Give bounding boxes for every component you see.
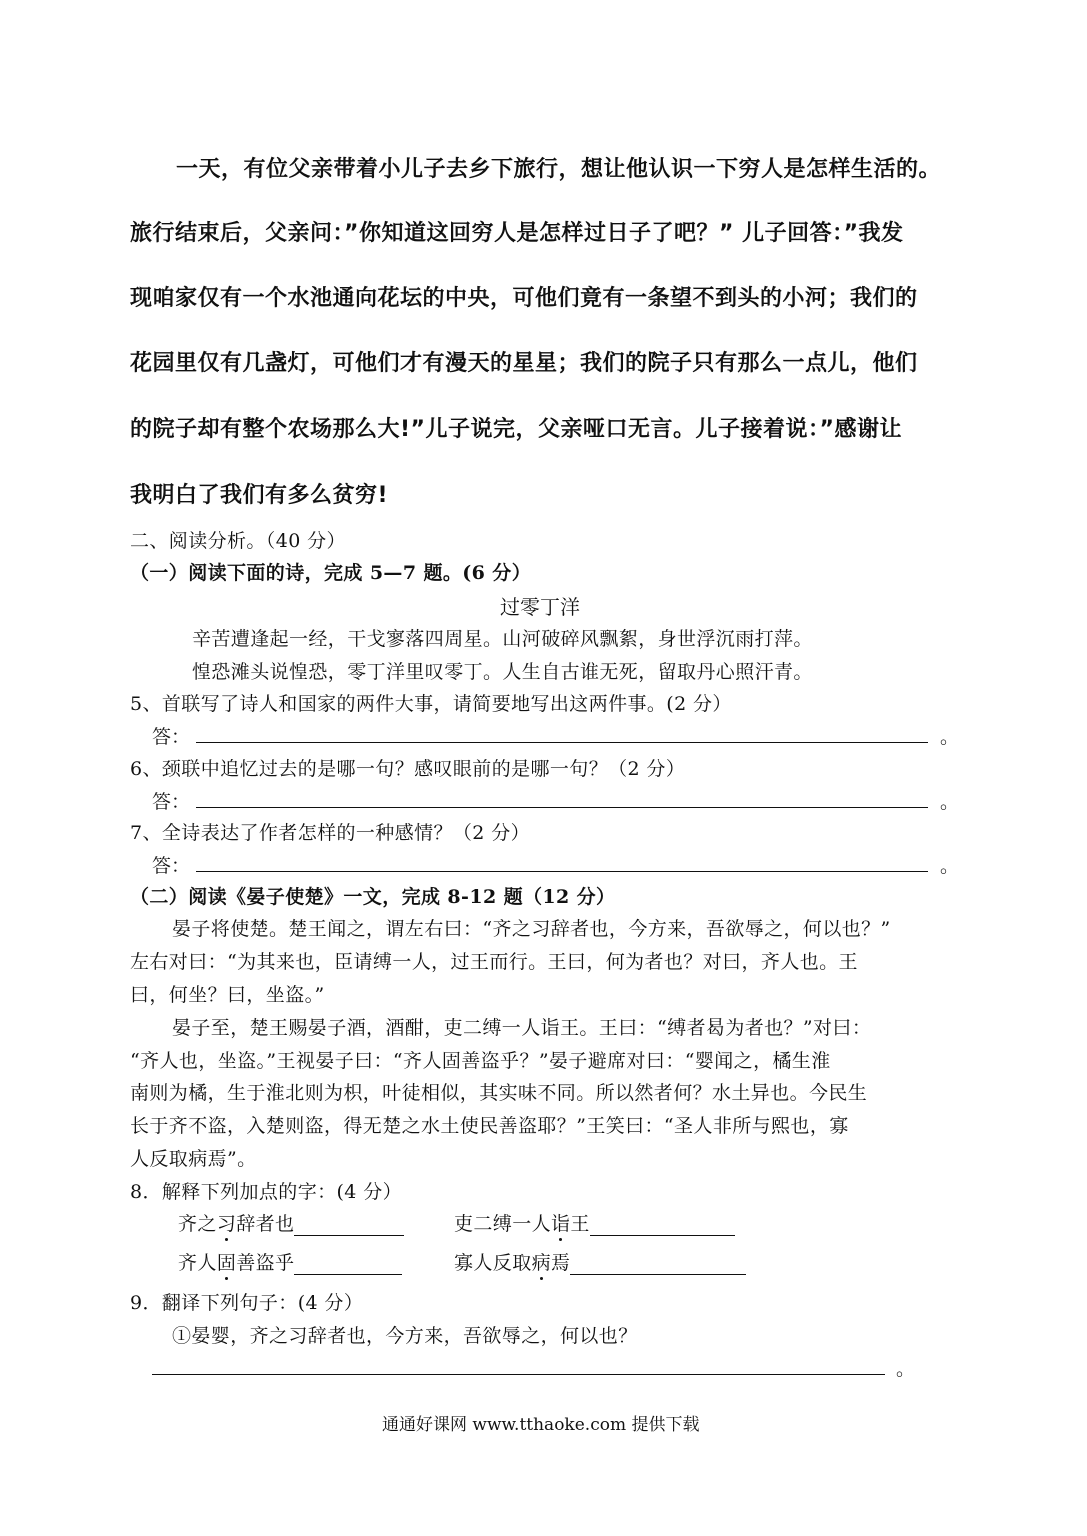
story-line-4: 花园里仅有几盏灯，可他们才有漫天的星星；我们的院子只有那么一点儿，他们	[130, 351, 918, 376]
passage-line-3: 曰，何坐？曰，坐盗。”	[130, 984, 325, 1006]
question-6: 6、颈联中追忆过去的是哪一句？感叹眼前的是哪一句？（2 分）	[130, 758, 686, 780]
answer-5-line[interactable]	[196, 742, 928, 743]
question-8: 8．解释下列加点的字：(4 分）	[130, 1181, 403, 1203]
q8-item-4-post: 焉	[551, 1252, 571, 1274]
passage-line-5: “齐人也，坐盗。”王视晏子曰：“齐人固善盗乎？”晏子避席对曰：“婴闻之，橘生淮	[130, 1050, 831, 1072]
answer-6-end: 。	[940, 791, 960, 813]
story-line-1: 一天，有位父亲带着小儿子去乡下旅行，想让他认识一下穷人是怎样生活的。	[176, 157, 942, 182]
q8-item-3-pre: 齐人	[178, 1252, 217, 1274]
poem-line-2: 惶恐滩头说惶恐，零丁洋里叹零丁。人生自古谁无死，留取丹心照汗青。	[192, 661, 813, 683]
answer-6-line[interactable]	[196, 807, 928, 808]
q8-item-1-dotted-char: 习	[216, 1213, 237, 1235]
q8-item-4-dotted-char: 病	[531, 1252, 552, 1274]
poem-title: 过零丁洋	[500, 595, 580, 619]
story-line-3: 现咱家仅有一个水池通向花坛的中央，可他们竟有一条望不到头的小河；我们的	[130, 286, 918, 311]
page-footer: 通通好课网 www.tthaoke.com 提供下载	[382, 1415, 700, 1435]
passage-line-4: 晏子至，楚王赐晏子酒，酒酣，吏二缚一人诣王。王曰：“缚者曷为者也？”对曰：	[172, 1017, 872, 1039]
q8-item-1-pre: 齐之	[178, 1213, 217, 1235]
answer-6-label: 答：	[152, 791, 191, 813]
passage-line-7: 长于齐不盗，入楚则盗，得无楚之水土使民善盗耶？”王笑曰：“圣人非所与熙也，寡	[130, 1115, 849, 1137]
q9-sentence-1: ①晏婴，齐之习辞者也，今方来，吾欲辱之，何以也？	[172, 1325, 638, 1347]
q8-item-2-post: 王	[570, 1213, 590, 1235]
q9-answer-end: 。	[896, 1358, 916, 1380]
q8-item-2-dotted-char: 诣	[551, 1213, 571, 1235]
passage-line-8: 人反取病焉”。	[130, 1148, 257, 1170]
q8-item-4	[454, 1248, 746, 1275]
passage-line-2: 左右对曰：“为其来也，臣请缚一人，过王而行。王曰，何为者也？对曰，齐人也。王	[130, 951, 858, 973]
q8-item-1	[178, 1209, 404, 1236]
part2-heading: （二）阅读《晏子使楚》一文，完成 8-12 题（12 分）	[130, 886, 616, 908]
answer-7-label: 答：	[152, 855, 191, 877]
q8-item-4-pre: 寡人反取	[454, 1252, 532, 1274]
q8-item-2-pre: 吏二缚一人	[454, 1213, 552, 1235]
story-line-2: 旅行结束后，父亲问：”你知道这回穷人是怎样过日子了吧？” 儿子回答：”我发	[130, 221, 904, 246]
section-heading: 二、阅读分析。（40 分）	[130, 530, 346, 552]
q8-item-2	[454, 1209, 735, 1236]
q8-item-3	[178, 1248, 402, 1275]
question-7: 7、全诗表达了作者怎样的一种感情？（2 分）	[130, 822, 531, 844]
part1-heading: （一）阅读下面的诗，完成 5—7 题。(6 分）	[130, 562, 532, 584]
question-9: 9．翻译下列句子：(4 分）	[130, 1292, 364, 1314]
q8-item-1-post: 辞者也	[236, 1213, 295, 1235]
answer-7-end: 。	[940, 855, 960, 877]
q8-item-2-blank[interactable]	[590, 1213, 735, 1236]
answer-7-line[interactable]	[196, 871, 928, 872]
q8-item-1-blank[interactable]	[294, 1213, 404, 1236]
q9-answer-line[interactable]	[152, 1374, 885, 1375]
answer-5-label: 答：	[152, 726, 191, 748]
passage-line-1: 晏子将使楚。楚王闻之，谓左右曰：“齐之习辞者也，今方来，吾欲辱之，何以也？”	[172, 918, 891, 940]
poem-line-1: 辛苦遭逢起一经，干戈寥落四周星。山河破碎风飘絮，身世浮沉雨打萍。	[192, 628, 813, 650]
story-line-5: 的院子却有整个农场那么大!”儿子说完，父亲哑口无言。儿子接着说：”感谢让	[130, 417, 902, 442]
story-line-6: 我明白了我们有多么贫穷!	[130, 483, 389, 508]
q8-item-3-dotted-char: 固	[216, 1252, 237, 1274]
q8-item-3-post: 善盗乎	[236, 1252, 295, 1274]
answer-5-end: 。	[940, 726, 960, 748]
passage-line-6: 南则为橘，生于淮北则为枳，叶徒相似，其实味不同。所以然者何？水土异也。今民生	[130, 1082, 868, 1104]
q8-item-3-blank[interactable]	[294, 1252, 402, 1275]
question-5: 5、首联写了诗人和国家的两件大事，请简要地写出这两件事。(2 分）	[130, 693, 732, 715]
q8-item-4-blank[interactable]	[570, 1252, 746, 1275]
